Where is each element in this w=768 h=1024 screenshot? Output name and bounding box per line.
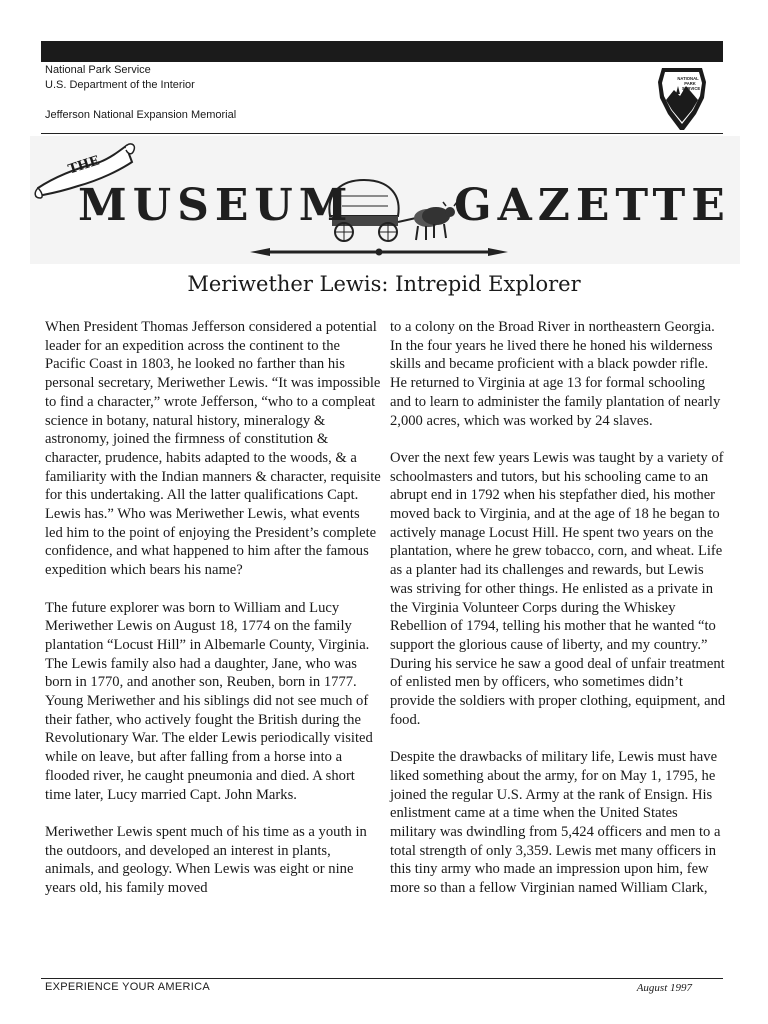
oxen-icon (414, 202, 457, 240)
masthead-the: THE (66, 153, 102, 178)
footer-date: August 1997 (636, 982, 692, 994)
article-paragraph: When President Thomas Jefferson considered a potential leader for an expedition across the continent to the Pacific Coast in 1803, he looked no farther than his personal secretary, Meriwether Lewis. “It was impossible to find a character,” wrote Jefferson, “who to a compleat science in botany, natural history, mineralogy & astronomy, joined the firmness of constitution & character, prudence, habits adapted to the woods, & a familiarity with the Indian manners & character, requisite for this undertaking. All the latter qualifications Capt. Lewis has.” Who was Meriwether Lewis, what events led him to the point of enjoying the President’s complete confidence, and what happened to him after the famous expedition which bears his name? (45, 319, 381, 579)
article-paragraph: The future explorer was born to William and Lucy Meriwether Lewis on August 18, 1774 on the family plantation “Locust Hill” in Albemarle County, Virginia. The Lewis family also had a daughter, Jane, who was born in 1770, and another son, Reuben, born in 1777. Young Meriwether and his siblings did not see much of their father, who actively fought the British during the Revolutionary War. The elder Lewis periodically visited while on leave, but after falling from a horse into a flooded river, he caught pneumonia and died. A short time later, Lucy married Capt. John Marks. (45, 599, 373, 803)
svg-text:PARK: PARK (684, 81, 696, 86)
masthead (30, 136, 740, 264)
article-title: Meriwether Lewis: Intrepid Explorer (187, 272, 581, 296)
article-paragraph: Over the next few years Lewis was taught by a variety of schoolmasters and tutors, but his schooling came to an abrupt end in 1792 when his stepfather died, his mother moved back to Virginia, and at the age of 18 he began to actively manage Locust Hill. He spent two years on the plantation, where he grew tobacco, corn, and wheat. Life as a planter had its challenges and rewards, but Lewis was striving for other things. He enlisted as a private in the Virginia Volunteer Corps during the Whiskey Rebellion of 1794, telling his mother that he wanted “to support the glorious cause of liberty, and my country.” During his service he saw a good deal of unfair treatment of enlisted men by officers, who sometimes didn’t provide the soldiers with proper clothing, equipment, and food. (390, 449, 726, 728)
footer-divider (41, 978, 723, 979)
article-paragraph: to a colony on the Broad River in northeastern Georgia. In the four years he lived there he honed his wilderness skills and became proficient with a black powder rifle. He returned to Virginia at age 13 for formal schooling and to learn to administer the family plantation of nearly 2,000 acres, which was worked by 24 slaves. (390, 319, 721, 429)
svg-text:NATIONAL: NATIONAL (677, 76, 699, 81)
article-column-left (45, 318, 381, 916)
article-column-right (390, 318, 726, 916)
header-bar (41, 41, 723, 62)
article-paragraph: Despite the drawbacks of military life, Lewis must have liked something about the army, for on May 1, 1795, he joined the regular U.S. Army at the rank of Ensign. His enlistment came at a time when the United States military was dwindling from 5,424 officers and men to a total strength of only 3,359. Lewis met many officers in this tiny army who made an impression upon him, few more so than a fellow Virginian named William Clark, (390, 749, 721, 897)
header-divider (41, 133, 723, 134)
article-paragraph: Meriwether Lewis spent much of his time as a youth in the outdoors, and developed an interest in plants, animals, and geology. When Lewis was eight or nine years old, his family moved (45, 823, 367, 897)
agency-block (45, 63, 195, 93)
nps-arrowhead-logo (654, 64, 710, 132)
masthead-gazette: GAZETTE (454, 180, 731, 231)
masthead-ornament-rule (250, 248, 508, 256)
svg-text:SERVICE: SERVICE (681, 86, 701, 91)
agency-name: National Park Service (45, 64, 151, 76)
footer-tagline: EXPERIENCE YOUR AMERICA (45, 981, 211, 993)
memorial-name: Jefferson National Expansion Memorial (45, 109, 237, 121)
department-name: U.S. Department of the Interior (45, 79, 195, 91)
masthead-museum: MUSEUM (78, 180, 354, 231)
